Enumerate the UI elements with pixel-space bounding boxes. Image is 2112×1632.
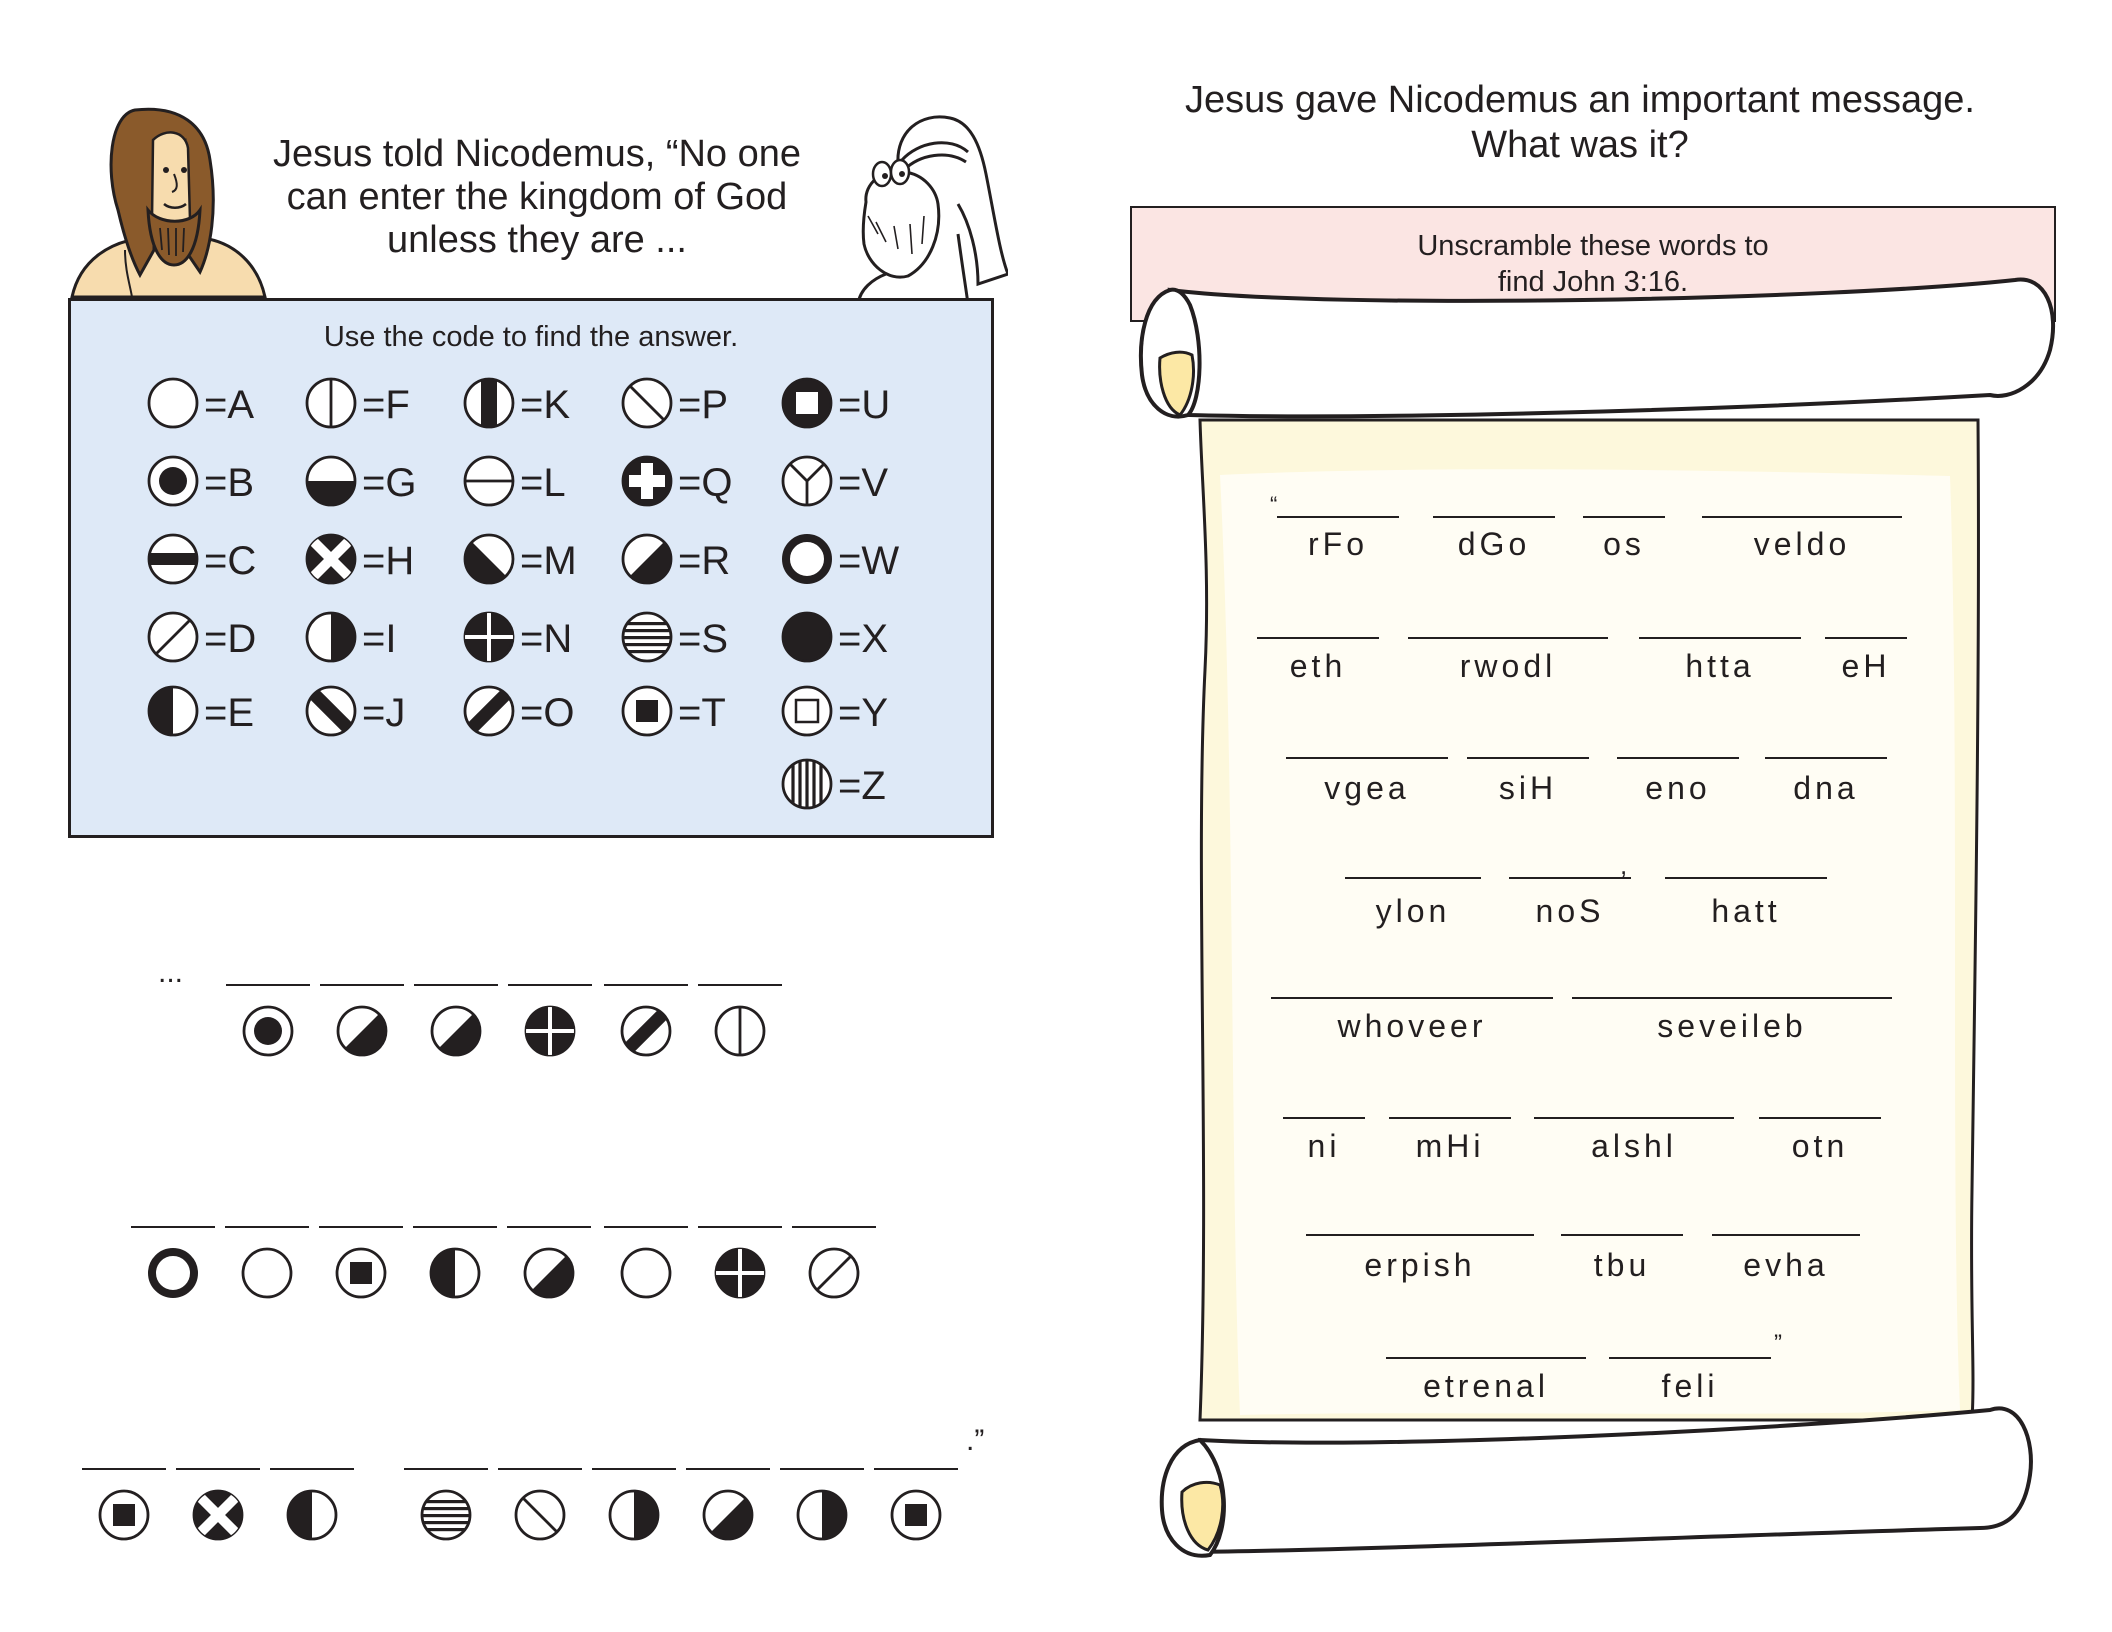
scrambled-word: rwodl [1459,648,1557,684]
cross-circle-icon [619,453,675,514]
vline-circle-icon [303,375,359,436]
dot-circle-icon [240,1003,296,1059]
slash-circle-icon [145,609,201,670]
legend-item [619,531,730,591]
legend-letter: =R [678,538,731,583]
unscramble-blank[interactable] [1639,637,1801,639]
scrambled-word: erpish [1364,1247,1476,1283]
legend-item [145,453,254,513]
answer-blank[interactable] [82,1468,166,1470]
ellipsis-prefix: ... [158,956,184,989]
answer-blank[interactable] [698,1226,782,1228]
legend-item [779,756,886,816]
unscramble-blank[interactable] [1345,877,1481,879]
legend-item [779,531,899,591]
legend-letter: =C [204,538,257,583]
unscramble-blank[interactable] [1271,997,1553,999]
x-circle-icon [190,1487,246,1543]
answer-blank[interactable] [874,1468,958,1470]
legend-letter: =P [678,382,729,427]
unscramble-blank[interactable] [1283,1117,1365,1119]
nicodemus-figure [838,104,1008,304]
unscramble-blank[interactable] [1257,637,1379,639]
left-title-line: Jesus told Nicodemus, “No one [272,133,802,175]
answer-blank[interactable] [780,1468,864,1470]
x-circle-icon [303,531,359,592]
empty-circle-icon [145,375,201,436]
answer-blank[interactable] [319,1226,403,1228]
square-circle-icon [888,1487,944,1543]
answer-blank[interactable] [604,1226,688,1228]
legend-item [145,531,256,591]
center-band-circle-icon [461,375,517,436]
bottom-half-circle-icon [303,453,359,514]
scrambled-word: noS [1535,893,1605,929]
legend-letter: =Q [678,460,733,505]
answer-blank[interactable] [225,1226,309,1228]
legend-item [461,609,572,669]
legend-item [619,375,728,435]
legend-item [619,683,726,743]
unscramble-blank[interactable] [1583,516,1665,518]
empty-circle-icon [618,1245,674,1301]
ring-circle-icon [145,1245,201,1301]
legend-item [461,683,574,743]
closing-quote-suffix: .” [966,1424,985,1457]
answer-blank[interactable] [270,1468,354,1470]
left-half-circle-icon [284,1487,340,1543]
legend-letter: =S [678,616,729,661]
square-circle-icon [333,1245,389,1301]
unscramble-blank[interactable] [1386,1357,1586,1359]
right-title-line: What was it? [1471,124,1689,166]
legend-letter: =E [204,690,255,735]
scrambled-word: whoveer [1337,1008,1487,1044]
legend-item [779,609,888,669]
answer-blank[interactable] [131,1226,215,1228]
legend-item [779,683,888,743]
scrambled-word: alshl [1591,1128,1677,1164]
scrambled-word: evha [1743,1247,1829,1283]
backslash-band-circle-icon [303,683,359,744]
close-quote: ” [1774,1330,1782,1357]
unscramble-blank[interactable] [1572,997,1892,999]
scrambled-word: feli [1661,1368,1719,1404]
answer-blank[interactable] [320,984,404,986]
open-quote: “ [1270,492,1278,517]
legend-item [303,375,410,435]
open-square-circle-icon [779,683,835,744]
answer-blank[interactable] [404,1468,488,1470]
backslash-circle-icon [619,375,675,436]
unscramble-blank[interactable] [1277,516,1399,518]
legend-letter: =I [362,616,397,661]
scrambled-word: seveileb [1657,1008,1807,1044]
scrambled-word: eth [1289,648,1347,684]
unscramble-blank[interactable] [1825,637,1907,639]
lower-right-fill-circle-icon [619,531,675,592]
unscramble-blank[interactable] [1609,1357,1771,1359]
legend-letter: =X [838,616,889,661]
right-title [1140,78,2020,168]
black-cross-circle-icon [522,1003,578,1059]
legend-item [779,375,890,435]
y-circle-icon [779,453,835,514]
code-instruction: Use the code to find the answer. [323,321,739,353]
legend-item [619,609,728,669]
unscramble-blank[interactable] [1509,877,1631,879]
black-cross-circle-icon [461,609,517,670]
hline-circle-icon [461,453,517,514]
scrambled-word: ylon [1375,893,1451,929]
scrambled-word: os [1603,526,1645,562]
legend-item [145,683,254,743]
legend-letter: =T [678,690,726,735]
answer-blank[interactable] [698,984,782,986]
legend-item [461,531,577,591]
legend-item [145,609,256,669]
unscramble-blank[interactable] [1433,516,1555,518]
scrambled-word: eH [1841,648,1891,684]
square-circle-icon [619,683,675,744]
lower-right-fill-circle-icon [700,1487,756,1543]
legend-letter: =Z [838,763,886,808]
right-half-circle-icon [303,609,359,670]
answer-blank[interactable] [604,984,688,986]
legend-item [303,453,416,513]
right-title-line: Jesus gave Nicodemus an important message. [1185,79,1975,121]
unscramble-blank[interactable] [1534,1117,1734,1119]
unscramble-blank[interactable] [1617,757,1739,759]
answer-blank[interactable] [413,1226,497,1228]
unscramble-blank[interactable] [1665,877,1827,879]
backslash-circle-icon [512,1487,568,1543]
unscramble-blank[interactable] [1702,516,1902,518]
slash-band-circle-icon [618,1003,674,1059]
vline-circle-icon [712,1003,768,1059]
legend-item [619,453,732,513]
ring-circle-icon [779,531,835,592]
legend-letter: =A [204,382,255,427]
scrambled-word: vgea [1324,770,1410,806]
legend-item [145,375,254,435]
stripes-circle-icon [619,609,675,670]
scrambled-word: etrenal [1423,1368,1549,1404]
band-circle-icon [145,531,201,592]
legend-letter: =H [362,538,415,583]
legend-item [461,375,570,435]
unscramble-blank[interactable] [1286,757,1448,759]
legend-letter: =V [838,460,889,505]
scrambled-word: mHi [1415,1128,1485,1164]
scroll-instruction-line: Unscramble these words to [1417,230,1769,262]
unscramble-blank[interactable] [1306,1234,1534,1236]
black-cross-circle-icon [712,1245,768,1301]
legend-letter: =L [520,460,566,505]
legend-item [303,531,414,591]
legend-item [303,683,405,743]
left-title [262,133,812,262]
square-circle-icon [96,1487,152,1543]
answer-blank[interactable] [226,984,310,986]
jesus-figure [70,100,270,300]
left-half-circle-icon [427,1245,483,1301]
lower-right-fill-circle-icon [334,1003,390,1059]
answer-blank[interactable] [176,1468,260,1470]
unscramble-blank[interactable] [1467,757,1589,759]
unscramble-blank[interactable] [1759,1117,1881,1119]
scrambled-word: rFo [1308,526,1368,562]
slash-circle-icon [806,1245,862,1301]
legend-letter: =G [362,460,417,505]
scrambled-word: dGo [1457,526,1531,562]
left-half-circle-icon [145,683,201,744]
lower-right-fill-circle-icon [521,1245,577,1301]
vstripes-circle-icon [779,756,835,817]
unscramble-blank[interactable] [1389,1117,1511,1119]
black-square-circle-icon [779,375,835,436]
code-legend-box [68,298,994,838]
scrambled-word: htta [1685,648,1755,684]
scroll-instruction-line: find John 3:16. [1497,266,1689,298]
scrambled-word: ni [1307,1128,1341,1164]
lower-right-fill-circle-icon [428,1003,484,1059]
scrambled-word: otn [1791,1128,1849,1164]
right-half-circle-icon [794,1487,850,1543]
legend-item [779,453,888,513]
legend-letter: =D [204,616,257,661]
unscramble-blank[interactable] [1765,757,1887,759]
scrambled-word: eno [1645,770,1711,806]
legend-letter: =Y [838,690,889,735]
legend-letter: =J [362,690,406,735]
legend-item [303,609,396,669]
answer-blank[interactable] [592,1468,676,1470]
stripes-circle-icon [418,1487,474,1543]
legend-letter: =W [838,538,900,583]
empty-circle-icon [239,1245,295,1301]
legend-letter: =B [204,460,255,505]
answer-blank[interactable] [686,1468,770,1470]
legend-letter: =U [838,382,891,427]
filled-circle-icon [779,609,835,670]
legend-letter: =K [520,382,571,427]
unscramble-blank[interactable] [1561,1234,1683,1236]
scrambled-word: veldo [1753,526,1851,562]
left-title-line: can enter the kingdom of God [286,176,788,218]
legend-letter: =M [520,538,577,583]
unscramble-blank[interactable] [1712,1234,1860,1236]
scrambled-word: hatt [1711,893,1781,929]
unscramble-blank[interactable] [1408,637,1608,639]
comma-mark: , [1620,850,1628,880]
legend-letter: =F [362,382,410,427]
answer-blank[interactable] [792,1226,876,1228]
scrambled-word: tbu [1593,1247,1651,1283]
answer-blank[interactable] [414,984,498,986]
legend-letter: =N [520,616,573,661]
scrambled-word: dna [1793,770,1859,806]
answer-blank[interactable] [507,1226,591,1228]
right-half-circle-icon [606,1487,662,1543]
answer-blank[interactable] [508,984,592,986]
lower-left-fill-circle-icon [461,531,517,592]
scrambled-word: siH [1498,770,1558,806]
answer-blank[interactable] [498,1468,582,1470]
left-title-line: unless they are ... [387,219,687,261]
slash-band-circle-icon [461,683,517,744]
legend-letter: =O [520,690,575,735]
legend-item [461,453,566,513]
dot-circle-icon [145,453,201,514]
